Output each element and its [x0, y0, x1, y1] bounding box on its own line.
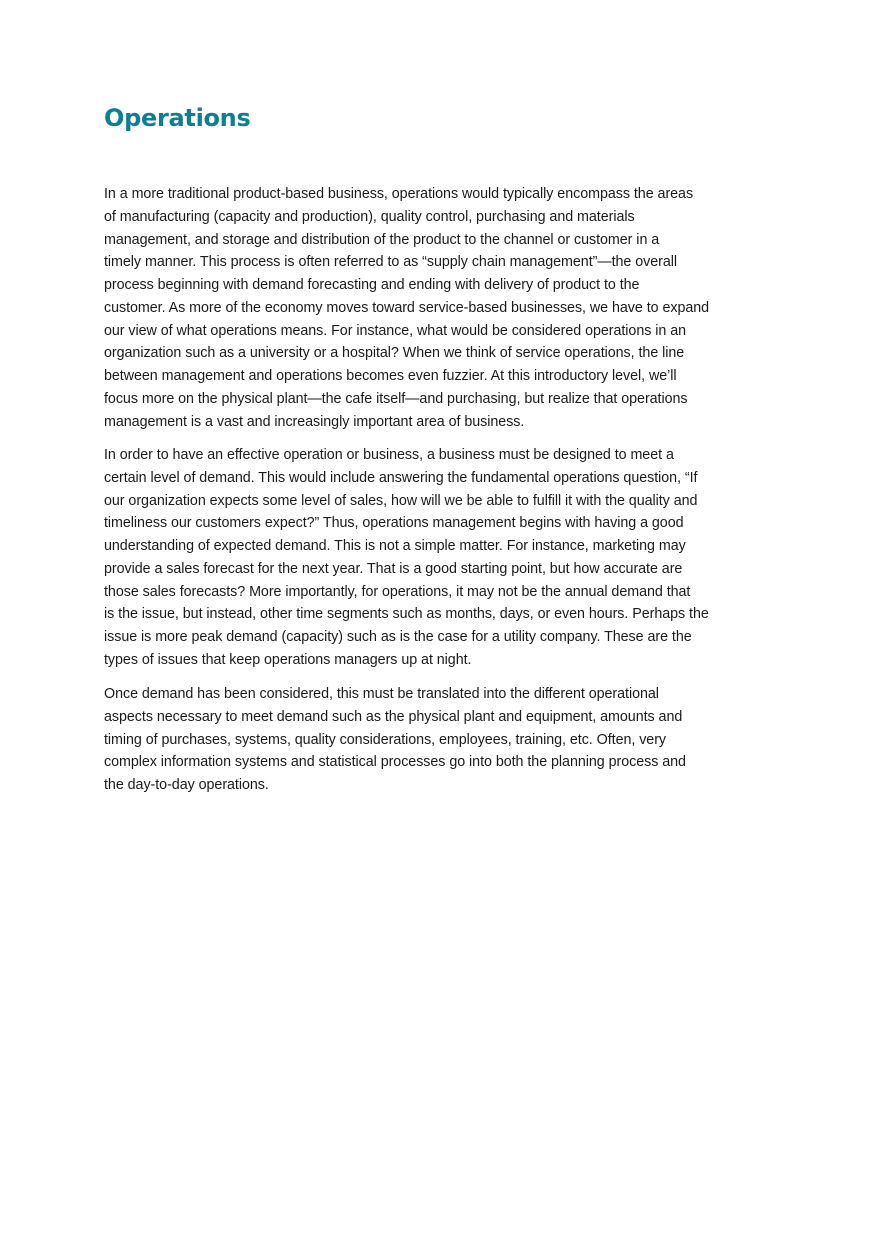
- text-line: is the issue, but instead, other time segments such as months, days, or even hours. Perhaps the: [104, 606, 709, 623]
- text-line: management is a vast and increasingly important area of business.: [104, 413, 525, 430]
- text-line: types of issues that keep operations managers up at night.: [104, 651, 472, 668]
- text-line: provide a sales forecast for the next year. That is a good starting point, but how accurate are: [104, 560, 683, 577]
- text-line: timeliness our customers expect?” Thus, operations management begins with having a good: [104, 515, 684, 532]
- text-line: between management and operations becomes even fuzzier. At this introductory level, we’ll: [104, 368, 677, 384]
- paragraph-1: [104, 183, 784, 433]
- text-line: aspects necessary to meet demand such as the physical plant and equipment, amounts and: [104, 708, 683, 725]
- page-title: Operations: [104, 104, 251, 132]
- paragraph-3: [104, 683, 784, 797]
- text-line: In order to have an effective operation or business, a business must be designed to meet a: [104, 447, 674, 463]
- text-line: timing of purchases, systems, quality considerations, employees, training, etc. Often, very: [104, 731, 667, 748]
- text-line: those sales forecasts? More importantly, for operations, it may not be the annual demand that: [104, 583, 691, 600]
- text-line: focus more on the physical plant—the cafe itself—and purchasing, but realize that operations: [104, 390, 688, 407]
- text-line: the day-to-day operations.: [104, 777, 269, 793]
- text-line: complex information systems and statistical processes go into both the planning process and: [104, 754, 686, 771]
- text-line: timely manner. This process is often referred to as “supply chain management”—the overall: [104, 254, 677, 271]
- text-line: Once demand has been considered, this must be translated into the different operational: [104, 686, 659, 702]
- text-line: process beginning with demand forecasting and ending with delivery of product to the: [104, 277, 640, 293]
- text-line: our view of what operations means. For instance, what would be considered operations in an: [104, 322, 687, 339]
- text-line: of manufacturing (capacity and production), quality control, purchasing and materials: [104, 208, 635, 225]
- text-line: understanding of expected demand. This is not a simple matter. For instance, marketing may: [104, 538, 686, 554]
- text-line: organization such as a university or a hospital? When we think of service operations, the line: [104, 345, 685, 362]
- paragraph-2: [104, 444, 784, 672]
- text-line: our organization expects some level of sales, how will we be able to fulfill it with the quality and: [104, 492, 698, 509]
- text-line: certain level of demand. This would include answering the fundamental operations question, “If: [104, 469, 698, 486]
- text-line: issue is more peak demand (capacity) such as is the case for a utility company. These are the: [104, 629, 692, 645]
- text-line: customer. As more of the economy moves toward service-based businesses, we have to expand: [104, 299, 710, 316]
- text-line: In a more traditional product-based business, operations would typically encompass the areas: [104, 186, 694, 202]
- text-line: management, and storage and distribution of the product to the channel or customer in a: [104, 231, 660, 248]
